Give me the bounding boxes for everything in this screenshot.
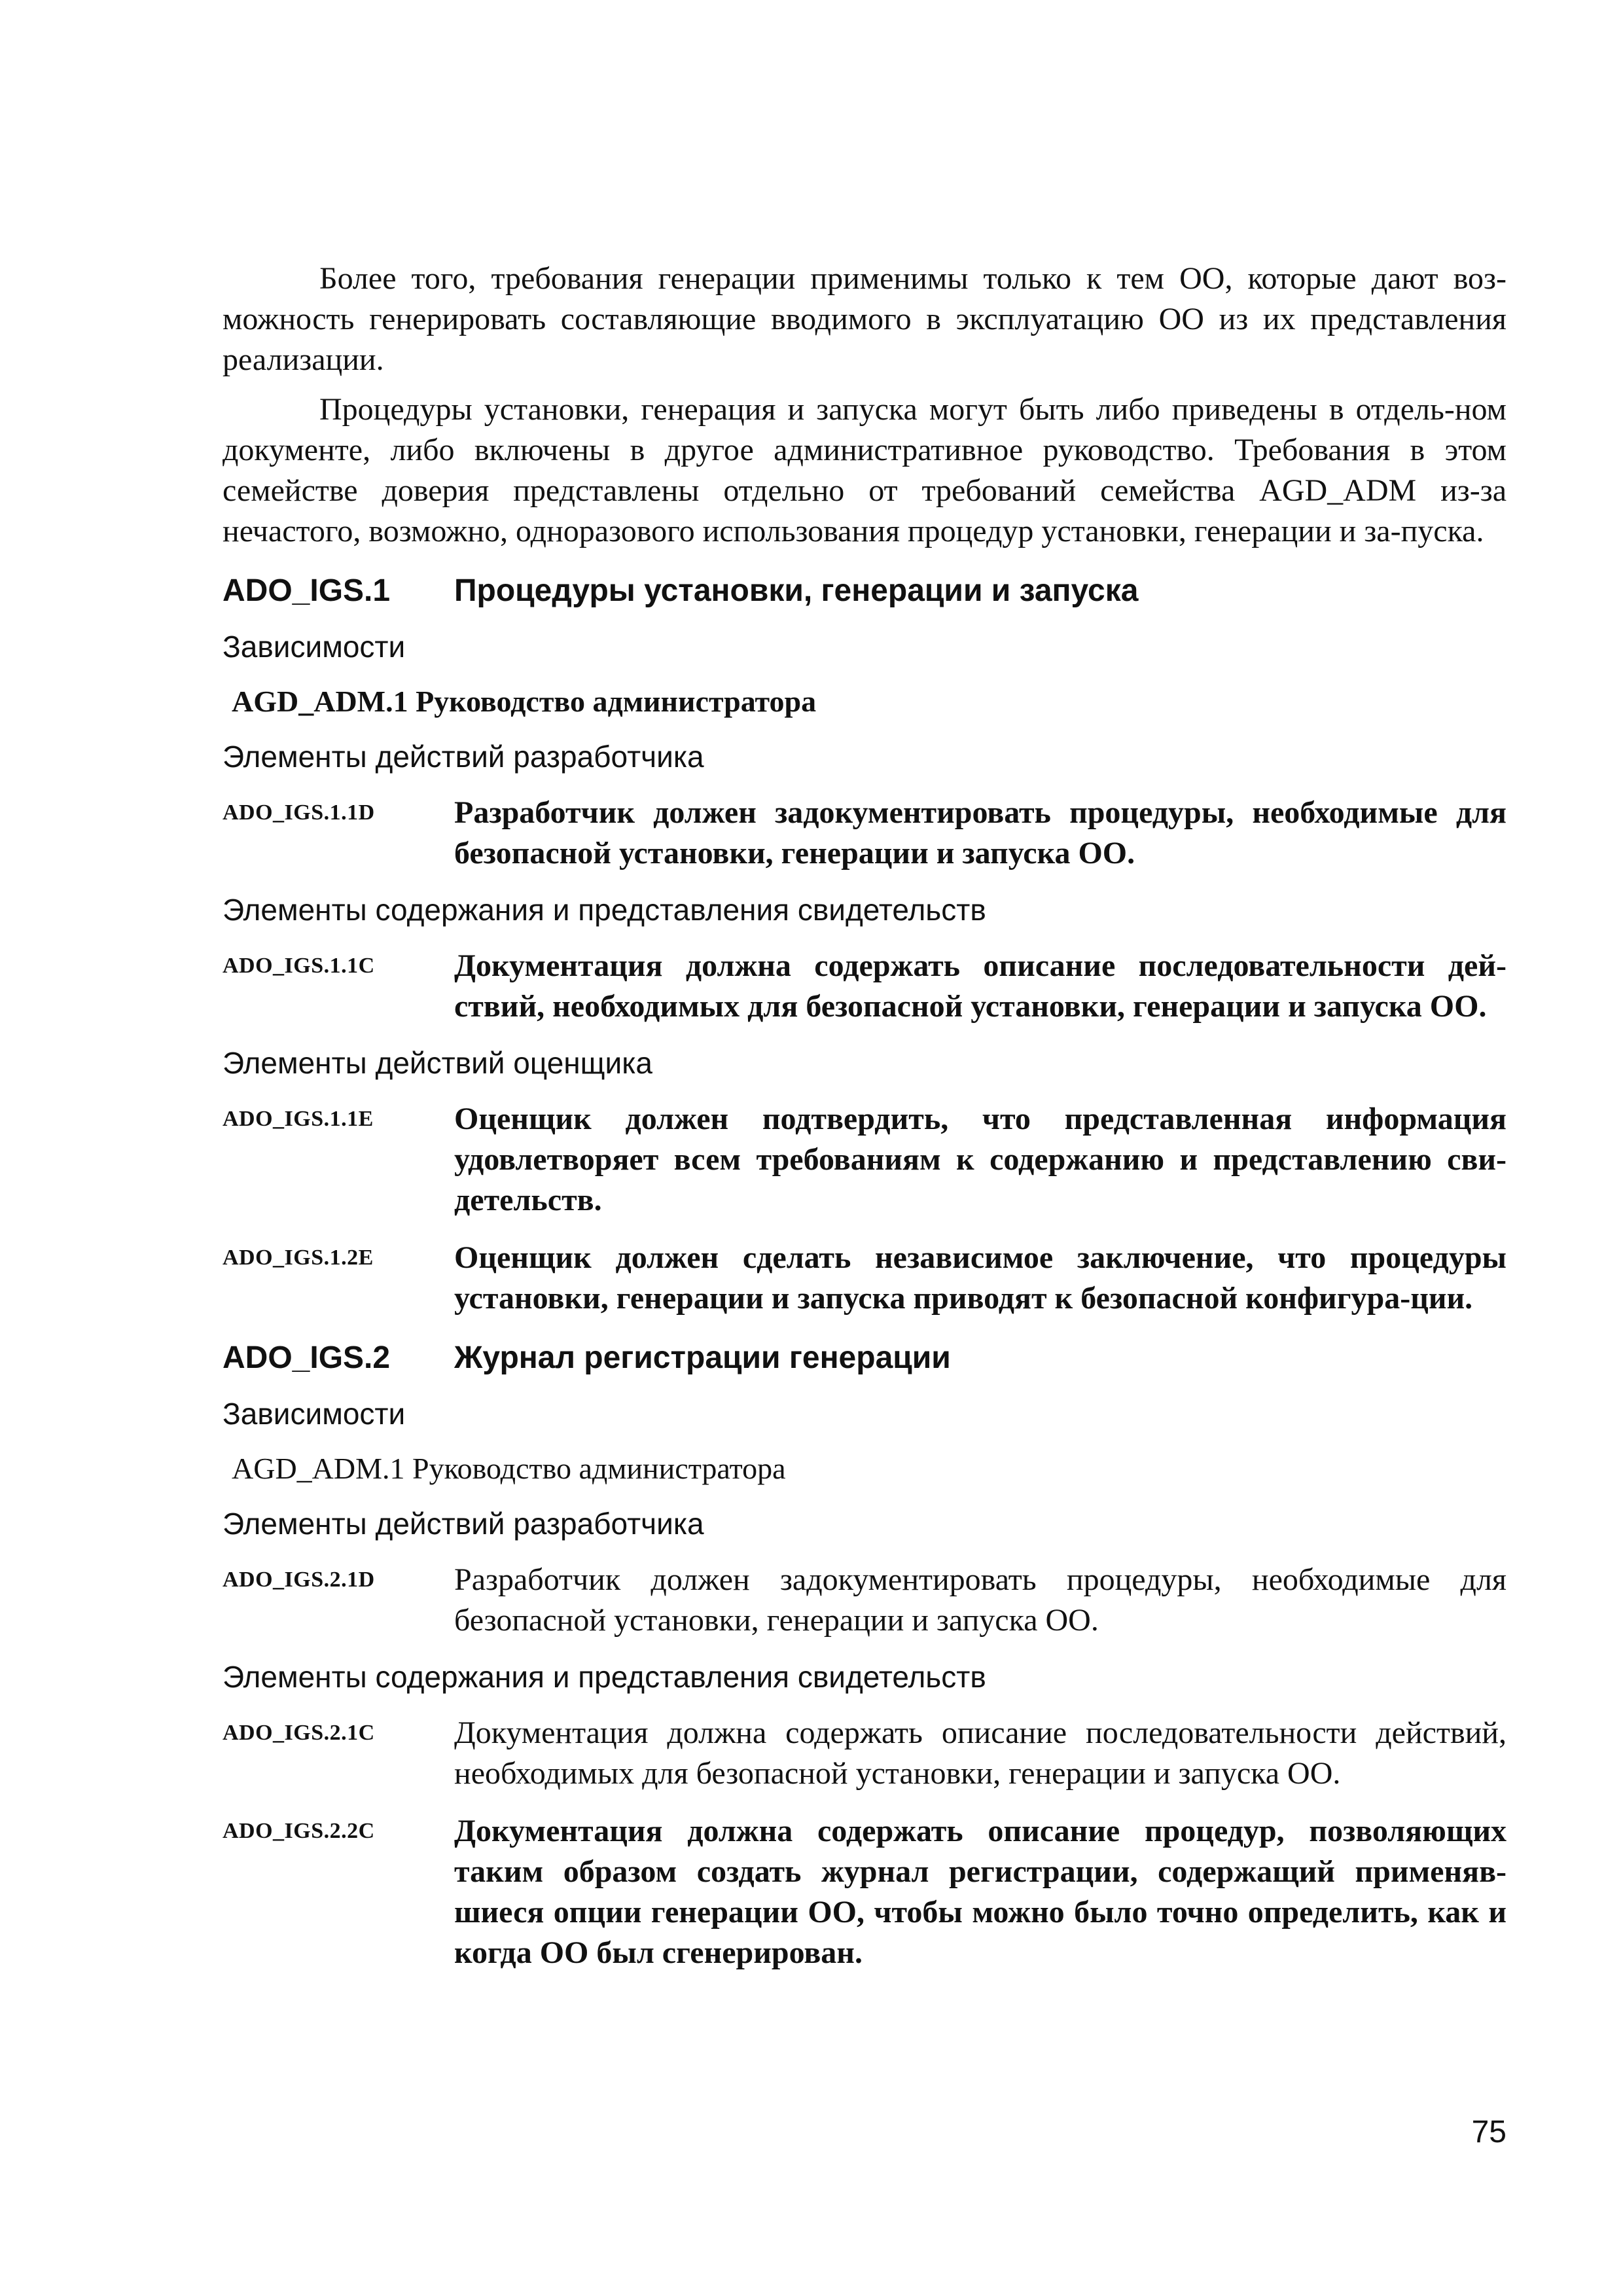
component-code: ADO_IGS.1 [223, 573, 391, 608]
component-heading-ado-igs-1 [223, 571, 1507, 611]
element-text: Оценщик должен сделать независимое заключение, что процедуры установки, генерации и запуска приводят к безопасной конфигура-ции. [454, 1240, 1507, 1316]
element-ado-igs-1-2e [223, 1238, 1507, 1319]
group-label-content-presentation: Элементы содержания и представления свидетельств [223, 1660, 986, 1694]
element-text: Разработчик должен задокументировать процедуры, необходимые для безопасной установки, генерации и запуска ОО. [454, 795, 1507, 870]
element-text: Оценщик должен подтвердить, что представленная информация удовлетворяет всем требованиям к содержанию и представлению сви-детельств. [454, 1102, 1507, 1217]
component-code: ADO_IGS.2 [223, 1340, 391, 1375]
element-ado-igs-1-1e [223, 1099, 1507, 1221]
element-ado-igs-1-1c [223, 946, 1507, 1027]
group-label-content-presentation: Элементы содержания и представления свидетельств [223, 893, 986, 927]
element-code: ADO_IGS.1.1D [223, 800, 375, 825]
element-ado-igs-2-2c [223, 1811, 1507, 1973]
document-page [223, 259, 1507, 1973]
element-code: ADO_IGS.2.1D [223, 1568, 375, 1592]
component-heading-ado-igs-2 [223, 1338, 1507, 1378]
group-label-developer-actions: Элементы действий разработчика [223, 1507, 704, 1541]
element-code: ADO_IGS.1.1E [223, 1107, 374, 1131]
element-code: ADO_IGS.2.1C [223, 1721, 375, 1745]
element-ado-igs-1-1d [223, 793, 1507, 874]
intro-paragraph-2: Процедуры установки, генерация и запуска могут быть либо приведены в отдель-ном документе, либо включены в другое административное руководство. Требования в этом семействе доверия представлены отдельно от требований семейства AGD_ADM из-за нечастого, возможно, одноразового использования процедур установки, генерации и за-пуска. [223, 392, 1507, 548]
element-code: ADO_IGS.2.2C [223, 1819, 375, 1843]
dependency-item: AGD_ADM.1 Руководство администратора [232, 1452, 786, 1485]
group-label-developer-actions: Элементы действий разработчика [223, 740, 704, 774]
dependencies-label: Зависимости [223, 1397, 406, 1431]
element-ado-igs-2-1c [223, 1713, 1507, 1794]
element-ado-igs-2-1d [223, 1560, 1507, 1641]
element-text: Документация должна содержать описание последовательности дей-ствий, необходимых для безопасной установки, генерации и запуска ОО. [454, 948, 1507, 1024]
element-code: ADO_IGS.1.1C [223, 954, 375, 978]
page-number: 75 [1471, 2115, 1507, 2149]
element-text: Разработчик должен задокументировать процедуры, необходимые для безопасной установки, генерации и запуска ОО. [454, 1562, 1507, 1638]
dependencies-label: Зависимости [223, 630, 406, 664]
dependency-item: AGD_ADM.1 Руководство администратора [232, 685, 817, 718]
element-text: Документация должна содержать описание процедур, позволяющих таким образом создать журнал регистрации, содержащий применяв-шиеся опции генерации ОО, чтобы можно было точно определить, как и когда ОО был сгенерирован. [454, 1814, 1507, 1970]
element-text: Документация должна содержать описание последовательности действий, необходимых для безопасной установки, генерации и запуска ОО. [454, 1715, 1507, 1791]
intro-paragraph-1: Более того, требования генерации применимы только к тем ОО, которые дают воз-можность генерировать составляющие вводимого в эксплуатацию ОО из их представления реализации. [223, 261, 1507, 377]
element-code: ADO_IGS.1.2E [223, 1246, 374, 1270]
component-title: Журнал регистрации генерации [454, 1340, 951, 1375]
component-title: Процедуры установки, генерации и запуска [454, 573, 1139, 608]
group-label-evaluator-actions: Элементы действий оценщика [223, 1046, 652, 1080]
